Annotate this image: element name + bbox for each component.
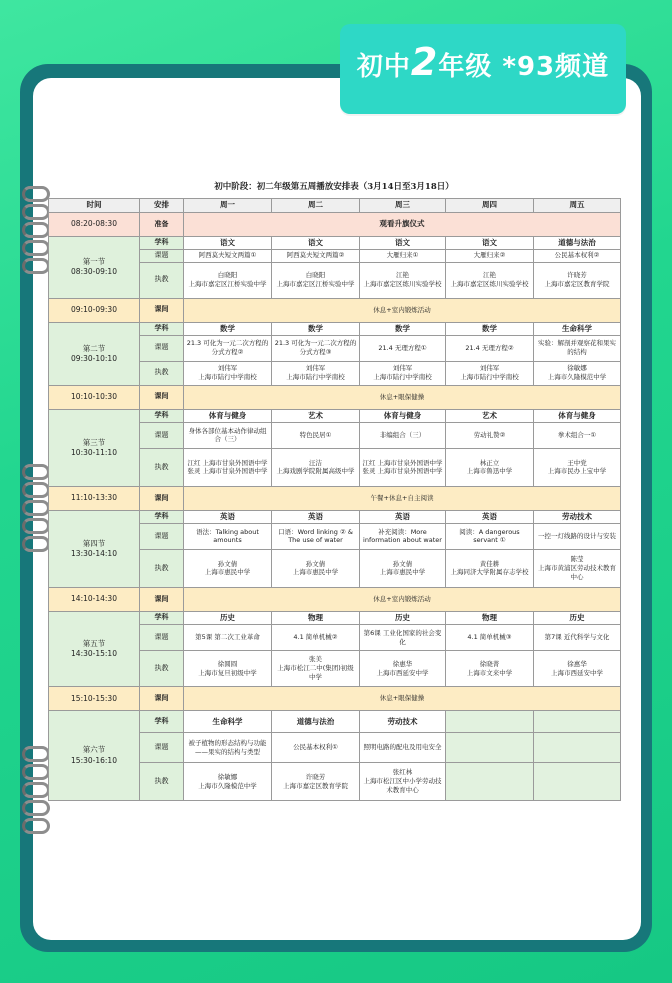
period-cell: 第三节 10:30-11:10 xyxy=(49,409,140,486)
subject-cell: 生命科学 xyxy=(534,322,621,335)
table-row xyxy=(49,510,621,523)
topic-cell: 阿西莫夫短文两篇① xyxy=(184,250,272,262)
row-label: 学科 xyxy=(140,711,184,733)
header-cell: 周三 xyxy=(360,199,446,213)
empty-cell xyxy=(446,733,534,763)
time-cell: 14:10-14:30 xyxy=(49,587,140,611)
subject-cell: 语文 xyxy=(272,237,360,250)
activity-cell: 午餐+休息+自主阅读 xyxy=(184,486,621,510)
topic-cell: 4.1 简单机械② xyxy=(272,625,360,651)
subject-cell: 物理 xyxy=(446,611,534,624)
topic-cell: 身体各部位基本动作律动组合（三） xyxy=(184,422,272,448)
table-row xyxy=(49,611,621,624)
row-label: 学科 xyxy=(140,409,184,422)
empty-cell xyxy=(534,763,621,801)
teacher-cell: 黄佳耕 上海同济大学附属存志学校 xyxy=(446,549,534,587)
topic-cell: 大雁归来② xyxy=(446,250,534,262)
teacher-cell: 徐敏娜 上海市久隆模范中学 xyxy=(534,361,621,385)
row-label: 课题 xyxy=(140,733,184,763)
row-label: 执教 xyxy=(140,448,184,486)
subject-cell: 道德与法治 xyxy=(534,237,621,250)
binder-rings-middle xyxy=(22,464,48,554)
schedule-title: 初中阶段：初二年级第五周播放安排表（3月14日至3月18日） xyxy=(214,182,454,192)
topic-cell: 21.3 可化为一元二次方程的分式方程② xyxy=(184,335,272,361)
topic-cell: 21.4 无理方程② xyxy=(446,335,534,361)
table-row xyxy=(49,711,621,733)
badge-grade: 2 xyxy=(410,40,439,84)
header-cell: 时间 xyxy=(49,199,140,213)
topic-cell: 第7课 近代科学与文化 xyxy=(534,625,621,651)
teacher-cell: 徐敏娜 上海市久隆模范中学 xyxy=(184,763,272,801)
row-label: 执教 xyxy=(140,763,184,801)
subject-cell: 体育与健身 xyxy=(534,409,621,422)
period-cell: 第五节 14:30-15:10 xyxy=(49,611,140,686)
subject-cell: 体育与健身 xyxy=(184,409,272,422)
subject-cell: 劳动技术 xyxy=(360,711,446,733)
topic-cell: 公民基本权利① xyxy=(272,733,360,763)
subject-cell: 体育与健身 xyxy=(360,409,446,422)
row-label: 学科 xyxy=(140,322,184,335)
subject-cell: 英语 xyxy=(446,510,534,523)
teacher-cell: 徐晓菁 上海市文来中学 xyxy=(446,651,534,687)
period-cell: 第一节 08:30-09:10 xyxy=(49,237,140,299)
subject-cell: 语文 xyxy=(360,237,446,250)
time-cell: 10:10-10:30 xyxy=(49,385,140,409)
subject-cell: 英语 xyxy=(360,510,446,523)
topic-cell: 实验：解剖并观察花和果实的结构 xyxy=(534,335,621,361)
teacher-cell: 张红林 上海市松江区中小学劳动技术教育中心 xyxy=(360,763,446,801)
subject-cell: 道德与法治 xyxy=(272,711,360,733)
subject-cell: 英语 xyxy=(272,510,360,523)
topic-cell: 特色民居① xyxy=(272,422,360,448)
kind-cell: 课间 xyxy=(140,687,184,711)
teacher-cell: 林正立 上海市鲁迅中学 xyxy=(446,448,534,486)
table-row xyxy=(49,298,621,322)
subject-cell: 数学 xyxy=(184,322,272,335)
topic-cell: 劳动礼赞② xyxy=(446,422,534,448)
row-label: 执教 xyxy=(140,361,184,385)
kind-cell: 课间 xyxy=(140,385,184,409)
header-cell: 周一 xyxy=(184,199,272,213)
schedule-table xyxy=(48,198,621,801)
topic-cell: 补充阅读：More information about water xyxy=(360,523,446,549)
teacher-cell: 孙文倩 上海市惠民中学 xyxy=(184,549,272,587)
topic-cell: 照明电路的配电及用电安全 xyxy=(360,733,446,763)
activity-cell: 观看升旗仪式 xyxy=(184,213,621,237)
row-label: 课题 xyxy=(140,625,184,651)
row-label: 学科 xyxy=(140,237,184,250)
teacher-cell: 汪洁 上海戏剧学院附属高级中学 xyxy=(272,448,360,486)
subject-cell: 数学 xyxy=(272,322,360,335)
header-cell: 周五 xyxy=(534,199,621,213)
teacher-cell: 孙文倩 上海市惠民中学 xyxy=(360,549,446,587)
time-cell: 08:20-08:30 xyxy=(49,213,140,237)
teacher-cell: 江艳 上海市嘉定区练川实验学校 xyxy=(446,262,534,298)
teacher-cell: 刘伟军 上海市陆行中学南校 xyxy=(272,361,360,385)
topic-cell: 第6课 工业化国家的社会变化 xyxy=(360,625,446,651)
teacher-cell: 刘伟军 上海市陆行中学南校 xyxy=(446,361,534,385)
topic-cell: 拳术组合一① xyxy=(534,422,621,448)
table-row xyxy=(49,213,621,237)
empty-cell xyxy=(446,763,534,801)
activity-cell: 休息+室内锻炼活动 xyxy=(184,298,621,322)
activity-cell: 休息+眼保健操 xyxy=(184,687,621,711)
teacher-cell: 徐惠华 上海市西延安中学 xyxy=(360,651,446,687)
time-cell: 11:10-13:30 xyxy=(49,486,140,510)
teacher-cell: 江艳 上海市嘉定区练川实验学校 xyxy=(360,262,446,298)
table-row xyxy=(49,385,621,409)
teacher-cell: 许晓芳 上海市嘉定区教育学院 xyxy=(534,262,621,298)
table-row xyxy=(49,237,621,250)
subject-cell: 数学 xyxy=(360,322,446,335)
teacher-cell: 刘伟军 上海市陆行中学南校 xyxy=(184,361,272,385)
kind-cell: 准备 xyxy=(140,213,184,237)
table-row xyxy=(49,486,621,510)
subject-cell: 艺术 xyxy=(446,409,534,422)
period-cell: 第四节 13:30-14:10 xyxy=(49,510,140,587)
subject-cell: 数学 xyxy=(446,322,534,335)
empty-cell xyxy=(446,711,534,733)
binder-rings-top xyxy=(22,186,48,276)
teacher-cell: 张美 上海市松江二中(集团)初级中学 xyxy=(272,651,360,687)
row-label: 课题 xyxy=(140,422,184,448)
table-row xyxy=(49,322,621,335)
topic-cell: 21.4 无理方程① xyxy=(360,335,446,361)
subject-cell: 劳动技术 xyxy=(534,510,621,523)
table-row xyxy=(49,409,621,422)
kind-cell: 课间 xyxy=(140,486,184,510)
table-row xyxy=(49,587,621,611)
teacher-cell: 白晓阳 上海市嘉定区江桥实验中学 xyxy=(184,262,272,298)
period-cell: 第六节 15:30-16:10 xyxy=(49,711,140,801)
empty-cell xyxy=(534,733,621,763)
row-label: 课题 xyxy=(140,523,184,549)
binder-rings-bottom xyxy=(22,746,48,836)
topic-cell: 非编组合（三） xyxy=(360,422,446,448)
header-cell: 周四 xyxy=(446,199,534,213)
subject-cell: 语文 xyxy=(184,237,272,250)
topic-cell: 语法：Talking about amounts xyxy=(184,523,272,549)
teacher-cell: 孙文倩 上海市惠民中学 xyxy=(272,549,360,587)
header-cell: 安排 xyxy=(140,199,184,213)
teacher-cell: 徐圆圆 上海市复旦初级中学 xyxy=(184,651,272,687)
teacher-cell: 江红 上海市甘泉外国语中学 张灵 上海市甘泉外国语中学 xyxy=(184,448,272,486)
kind-cell: 课间 xyxy=(140,298,184,322)
subject-cell: 历史 xyxy=(184,611,272,624)
topic-cell: 阅读：A dangerous servant ① xyxy=(446,523,534,549)
row-label: 执教 xyxy=(140,549,184,587)
subject-cell: 历史 xyxy=(360,611,446,624)
period-cell: 第二节 09:30-10:10 xyxy=(49,322,140,385)
subject-cell: 语文 xyxy=(446,237,534,250)
teacher-cell: 江红 上海市甘泉外国语中学 张灵 上海市甘泉外国语中学 xyxy=(360,448,446,486)
topic-cell: 被子植物的形态结构与功能——果实的结构与类型 xyxy=(184,733,272,763)
time-cell: 15:10-15:30 xyxy=(49,687,140,711)
subject-cell: 生命科学 xyxy=(184,711,272,733)
row-label: 课题 xyxy=(140,250,184,262)
row-label: 学科 xyxy=(140,611,184,624)
teacher-cell: 王中党 上海市民办上宝中学 xyxy=(534,448,621,486)
time-cell: 09:10-09:30 xyxy=(49,298,140,322)
topic-cell: 第5课 第二次工业革命 xyxy=(184,625,272,651)
channel-badge-text xyxy=(340,40,626,84)
topic-cell: 一控一灯线路的设计与安装 xyxy=(534,523,621,549)
subject-cell: 艺术 xyxy=(272,409,360,422)
badge-suffix: 年级 *93频道 xyxy=(438,52,610,82)
empty-cell xyxy=(534,711,621,733)
subject-cell: 物理 xyxy=(272,611,360,624)
teacher-cell: 刘伟军 上海市陆行中学南校 xyxy=(360,361,446,385)
channel-badge xyxy=(340,24,626,114)
row-label: 执教 xyxy=(140,651,184,687)
subject-cell: 历史 xyxy=(534,611,621,624)
topic-cell: 公民基本权利② xyxy=(534,250,621,262)
table-row xyxy=(49,687,621,711)
teacher-cell: 许晓芳 上海市嘉定区教育学院 xyxy=(272,763,360,801)
teacher-cell: 陈莹 上海市黄浦区劳动技术教育中心 xyxy=(534,549,621,587)
activity-cell: 休息+室内锻炼活动 xyxy=(184,587,621,611)
topic-cell: 口语：Word linking ② & The use of water xyxy=(272,523,360,549)
subject-cell: 英语 xyxy=(184,510,272,523)
kind-cell: 课间 xyxy=(140,587,184,611)
row-label: 执教 xyxy=(140,262,184,298)
teacher-cell: 白晓阳 上海市嘉定区江桥实验中学 xyxy=(272,262,360,298)
row-label: 课题 xyxy=(140,335,184,361)
teacher-cell: 徐惠华 上海市西延安中学 xyxy=(534,651,621,687)
activity-cell: 休息+眼保健操 xyxy=(184,385,621,409)
topic-cell: 21.3 可化为一元二次方程的分式方程③ xyxy=(272,335,360,361)
topic-cell: 4.1 简单机械③ xyxy=(446,625,534,651)
row-label: 学科 xyxy=(140,510,184,523)
topic-cell: 阿西莫夫短文两篇② xyxy=(272,250,360,262)
header-cell: 周二 xyxy=(272,199,360,213)
badge-prefix: 初中 xyxy=(356,52,411,82)
table-header xyxy=(49,199,621,213)
topic-cell: 大雁归来① xyxy=(360,250,446,262)
